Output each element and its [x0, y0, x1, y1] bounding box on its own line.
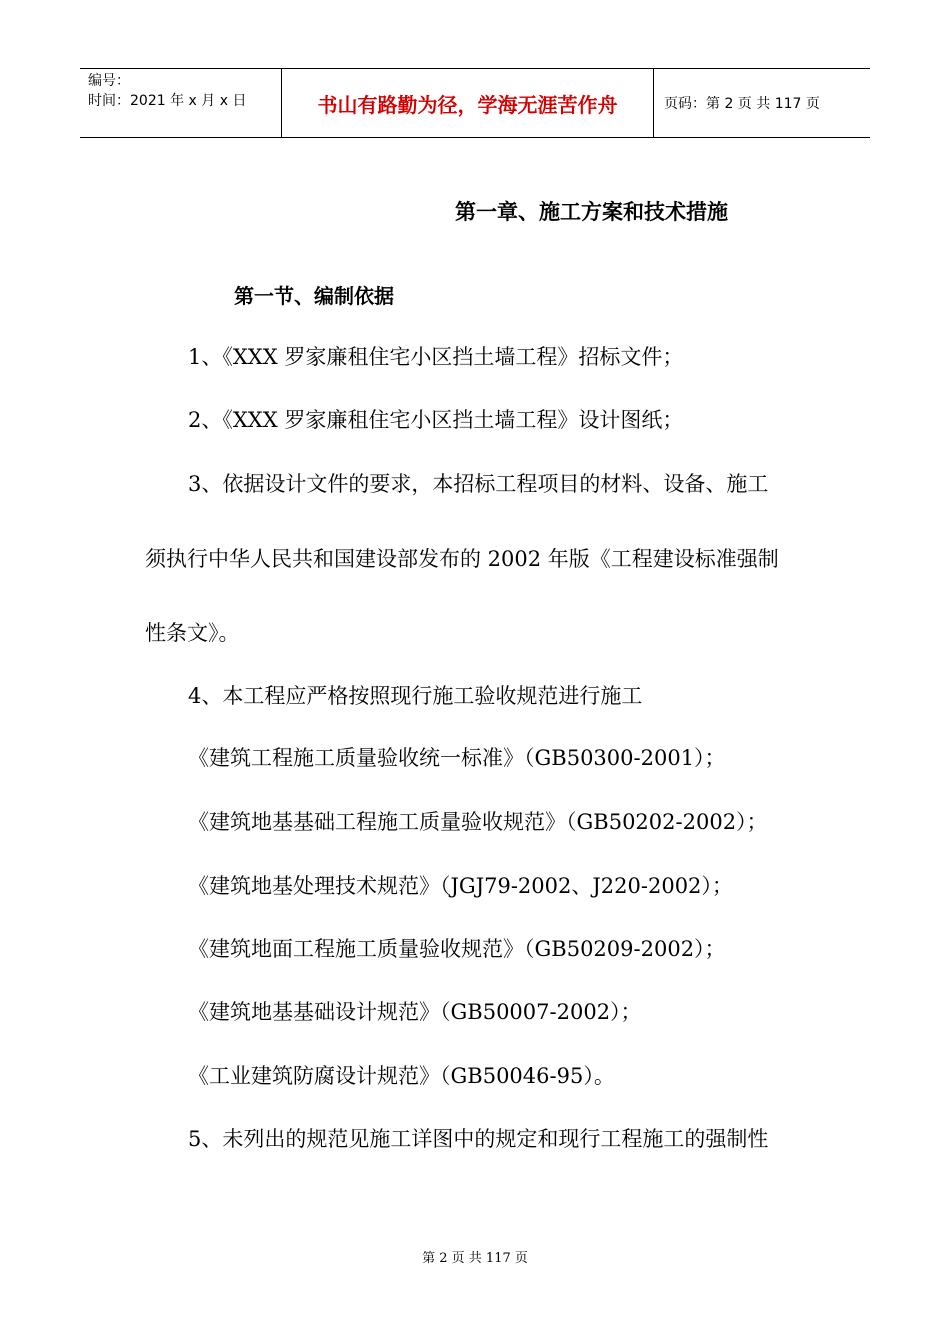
standard-item-6: 《工业建筑防腐设计规范》（GB50046-95）。: [188, 1064, 615, 1088]
standard-item-4: 《建筑地面工程施工质量验收规范》（GB50209-2002）；: [188, 937, 726, 961]
body-line-3: 3、依据设计文件的要求，本招标工程项目的材料、设备、施工: [188, 472, 769, 496]
chapter-title: 第一章、施工方案和技术措施: [455, 200, 728, 224]
standard-item-2: 《建筑地基基础工程施工质量验收规范》（GB50202-2002）；: [188, 810, 768, 834]
page-header: [80, 68, 870, 138]
header-left-cell: [80, 69, 282, 137]
page-footer: 第 2 页 共 117 页: [422, 1251, 528, 1266]
body-line-1: 1、《XXX 罗家廉租住宅小区挡土墙工程》招标文件；: [188, 345, 684, 369]
section-title: 第一节、编制依据: [234, 284, 394, 308]
body-line-4: 须执行中华人民共和国建设部发布的 2002 年版《工程建设标准强制: [145, 547, 779, 571]
header-motto: 书山有路勤为径，学海无涯苦作舟: [282, 69, 654, 137]
standard-item-1: 《建筑工程施工质量验收统一标准》（GB50300-2001）；: [188, 746, 726, 770]
body-line-2: 2、《XXX 罗家廉租住宅小区挡土墙工程》设计图纸；: [188, 408, 684, 432]
body-line-6: 4、本工程应严格按照现行施工验收规范进行施工: [188, 684, 643, 708]
standard-item-5: 《建筑地基基础设计规范》（GB50007-2002）；: [188, 1000, 642, 1024]
standard-item-3: 《建筑地基处理技术规范》（JGJ79-2002、J220-2002）；: [188, 874, 733, 898]
body-line-5: 性条文》。: [145, 621, 240, 645]
header-page-info: 页码：第 2 页 共 117 页: [664, 96, 820, 112]
number-label: 编号：: [88, 73, 130, 89]
time-label: 时间：2021 年 x 月 x 日: [88, 93, 247, 109]
body-line-7: 5、未列出的规范见施工详图中的规定和现行工程施工的强制性: [188, 1127, 769, 1151]
